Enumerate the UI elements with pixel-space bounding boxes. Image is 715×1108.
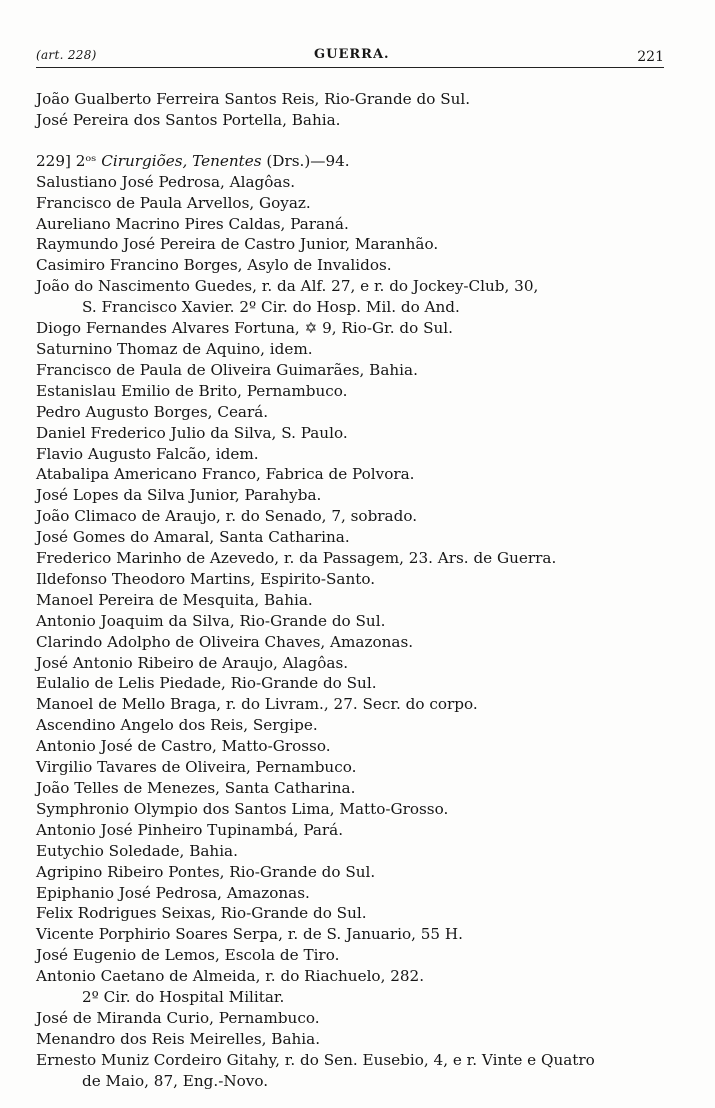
header-rule [36, 67, 664, 68]
list-item: Manoel Pereira de Mesquita, Bahia. [36, 590, 313, 609]
page-number: 221 [637, 49, 664, 65]
section-heading [36, 151, 676, 172]
list-item: Antonio Joaquim da Silva, Rio-Grande do Sul. [36, 611, 386, 630]
list-item: José Antonio Ribeiro de Araujo, Alagôas. [36, 653, 349, 672]
section-ordinal: 2ᵒˢ [75, 151, 97, 170]
list-item: João Telles de Menezes, Santa Catharina. [36, 779, 356, 797]
list-item-continuation: S. Francisco Xavier. 2º Cir. do Hosp. Mil. do And. [82, 298, 460, 317]
list-item: Vicente Porphirio Soares Serpa, r. de S. Januario, 55 H. [36, 925, 463, 944]
list-item: Ildefonso Theodoro Martins, Espirito-Santo. [36, 569, 376, 588]
list-item: João do Nascimento Guedes, r. da Alf. 27, e r. do Jockey-Club, 30, [36, 277, 539, 296]
list-item: Felix Rodrigues Seixas, Rio-Grande do Sul. [36, 904, 367, 923]
section-number: 229] [36, 151, 71, 170]
list-item: Symphronio Olympio dos Santos Lima, Matto-Grosso. [36, 799, 449, 818]
list-item: Antonio José Pinheiro Tupinambá, Pará. [36, 820, 344, 839]
list-item-continuation: 2º Cir. do Hospital Militar. [82, 988, 285, 1007]
section-title: Cirurgiões, Tenentes [101, 151, 262, 170]
list-item: José Eugenio de Lemos, Escola de Tiro. [36, 946, 340, 965]
list-item: Pedro Augusto Borges, Ceará. [36, 402, 269, 421]
list-item: José de Miranda Curio, Pernambuco. [36, 1008, 320, 1027]
list-item: Aureliano Macrino Pires Caldas, Paraná. [36, 214, 349, 233]
list-item: João Climaco de Araujo, r. do Senado, 7, sobrado. [36, 507, 418, 526]
list-item: Ernesto Muniz Cordeiro Gitahy, r. do Sen. Eusebio, 4, e r. Vinte e Quatro [36, 1050, 595, 1069]
list-item: José Lopes da Silva Junior, Parahyba. [36, 486, 322, 505]
list-item: Antonio Caetano de Almeida, r. do Riachuelo, 282. [36, 967, 425, 986]
list-item: Ascendino Angelo dos Reis, Sergipe. [36, 716, 318, 735]
page-body [36, 89, 676, 1092]
list-item: Diogo Fernandes Alvares Fortuna, ✡ 9, Rio-Gr. do Sul. [36, 319, 453, 338]
list-item: Virgilio Tavares de Oliveira, Pernambuco. [36, 758, 357, 777]
list-item: Francisco de Paula Arvellos, Goyaz. [36, 193, 311, 212]
list-item: Flavio Augusto Falcão, idem. [36, 444, 259, 463]
list-item: Frederico Marinho de Azevedo, r. da Passagem, 23. Ars. de Guerra. [36, 549, 557, 568]
running-header [36, 44, 664, 68]
section-count: (Drs.)—94. [266, 151, 350, 170]
list-item: Manoel de Mello Braga, r. do Livram., 27. Secr. do corpo. [36, 695, 478, 714]
chapter-title: GUERRA. [314, 47, 390, 62]
list-item: Eulalio de Lelis Piedade, Rio-Grande do Sul. [36, 674, 377, 693]
list-item: Eutychio Soledade, Bahia. [36, 841, 238, 860]
list-item: Clarindo Adolpho de Oliveira Chaves, Amazonas. [36, 632, 414, 651]
list-item: Saturnino Thomaz de Aquino, idem. [36, 339, 313, 358]
list-item: Salustiano José Pedrosa, Alagôas. [36, 172, 296, 191]
list-item: Atabalipa Americano Franco, Fabrica de Polvora. [36, 465, 415, 484]
list-item: Epiphanio José Pedrosa, Amazonas. [36, 883, 310, 902]
list-item: Daniel Frederico Julio da Silva, S. Paulo. [36, 423, 348, 442]
list-item: José Gomes do Amaral, Santa Catharina. [36, 528, 350, 547]
list-item: Francisco de Paula de Oliveira Guimarães, Bahia. [36, 360, 418, 379]
list-item: Raymundo José Pereira de Castro Junior, Maranhão. [36, 235, 439, 254]
list-item: Menandro dos Reis Meirelles, Bahia. [36, 1029, 321, 1048]
list-item: Estanislau Emilio de Brito, Pernambuco. [36, 381, 348, 400]
list-item: Antonio José de Castro, Matto-Grosso. [36, 737, 331, 756]
list-item: Casimiro Francino Borges, Asylo de Invalidos. [36, 256, 392, 275]
carryover-line: João Gualberto Ferreira Santos Reis, Rio-Grande do Sul. [36, 90, 471, 108]
article-reference: (art. 228) [36, 48, 97, 62]
carryover-line: José Pereira dos Santos Portella, Bahia. [36, 110, 341, 129]
list-item: Agripino Ribeiro Pontes, Rio-Grande do Sul. [36, 862, 376, 881]
list-item-continuation: de Maio, 87, Eng.-Novo. [82, 1071, 269, 1090]
